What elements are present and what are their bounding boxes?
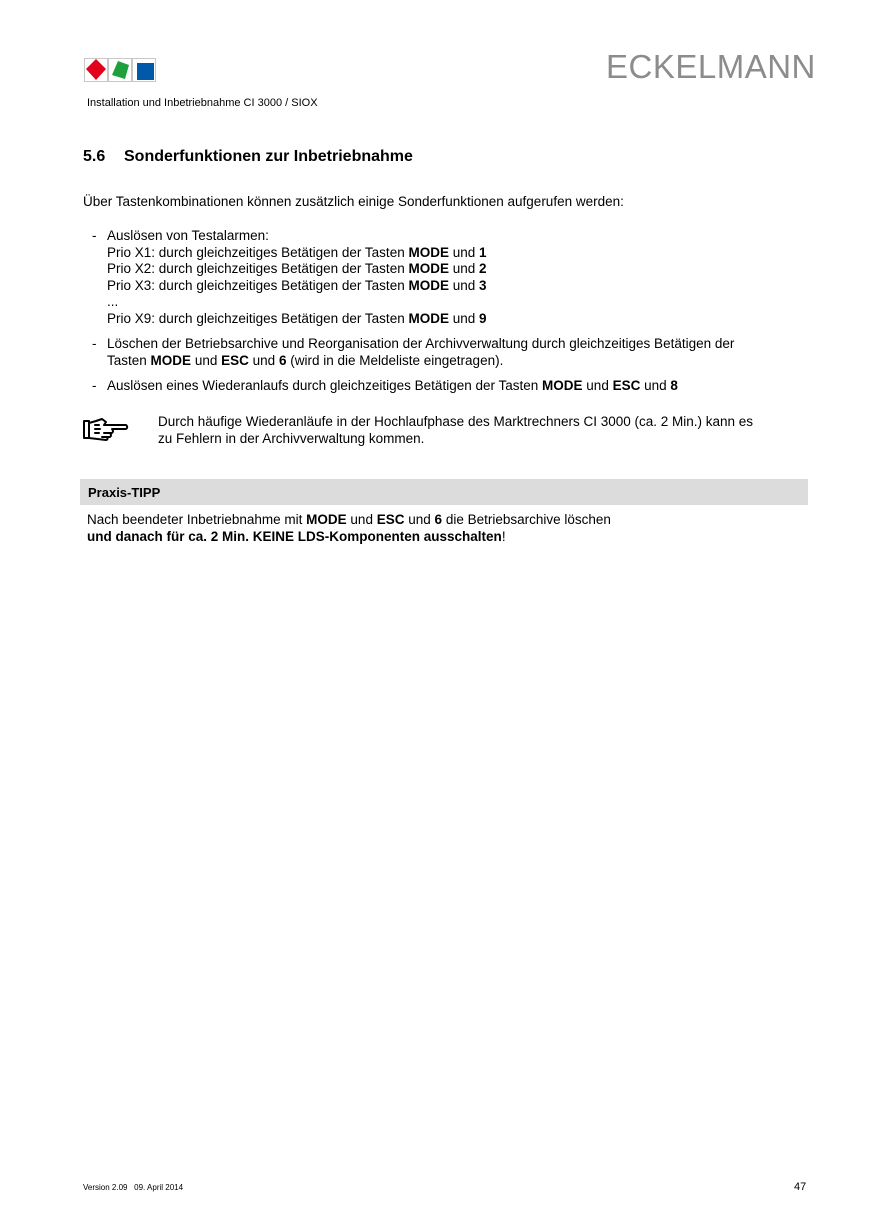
document-subtitle: Installation und Inbetriebnahme CI 3000 / SIOX [87, 97, 318, 109]
tip-title: Praxis-TIPP [88, 485, 161, 500]
list-item-restart [92, 378, 812, 395]
pointing-hand-icon [82, 417, 130, 441]
item-line: Löschen der Betriebsarchive und Reorganisation der Archivverwaltung durch gleichzeitiges Betätigen der [107, 336, 735, 351]
footer-version: Version 2.09 09. April 2014 [83, 1183, 184, 1192]
prio-line: Prio X2: durch gleichzeitiges Betätigen der Tasten MODE und 2 [107, 261, 487, 276]
ellipsis: ... [107, 294, 119, 309]
note-text: Durch häufige Wiederanläufe in der Hochlaufphase des Marktrechners CI 3000 (ca. 2 Min.) kann es zu Fehlern in der Archivverwaltung kommen. [158, 414, 754, 446]
eckelmann-logo [84, 58, 156, 82]
list-dash: - [92, 336, 97, 351]
prio-line: Prio X9: durch gleichzeitiges Betätigen der Tasten MODE und 9 [107, 310, 487, 326]
list-dash: - [92, 228, 97, 243]
prio-line: Prio X3: durch gleichzeitiges Betätigen der Tasten MODE und 3 [107, 277, 487, 293]
item-line: Auslösen eines Wiederanlaufs durch gleichzeitiges Betätigen der Tasten MODE und ESC und 8 [107, 378, 678, 393]
item-line: Tasten MODE und ESC und 6 (wird in die Meldeliste eingetragen). [107, 352, 504, 368]
list-dash: - [92, 378, 97, 393]
brand-name: ECKELMANN [606, 48, 816, 85]
section-number: 5.6 [83, 148, 106, 165]
item-heading: Auslösen von Testalarmen: [107, 228, 269, 243]
list-item-test-alarms [92, 228, 812, 327]
section-heading [83, 148, 413, 166]
intro-paragraph: Über Tastenkombinationen können zusätzlich einige Sonderfunktionen aufgerufen werden: [83, 194, 624, 209]
list-item-delete-archives [92, 336, 812, 369]
prio-line: Prio X1: durch gleichzeitiges Betätigen der Tasten MODE und 1 [107, 244, 487, 260]
tip-text: Nach beendeter Inbetriebnahme mit MODE und ESC und 6 die Betriebsarchive löschen und danach für ca. 2 Min. KEINE LDS-Komponenten ausschalten! [87, 512, 611, 544]
tip-header-bar [80, 479, 808, 505]
page-number: 47 [794, 1181, 807, 1193]
section-title: Sonderfunktionen zur Inbetriebnahme [124, 148, 413, 165]
function-list [92, 228, 812, 404]
